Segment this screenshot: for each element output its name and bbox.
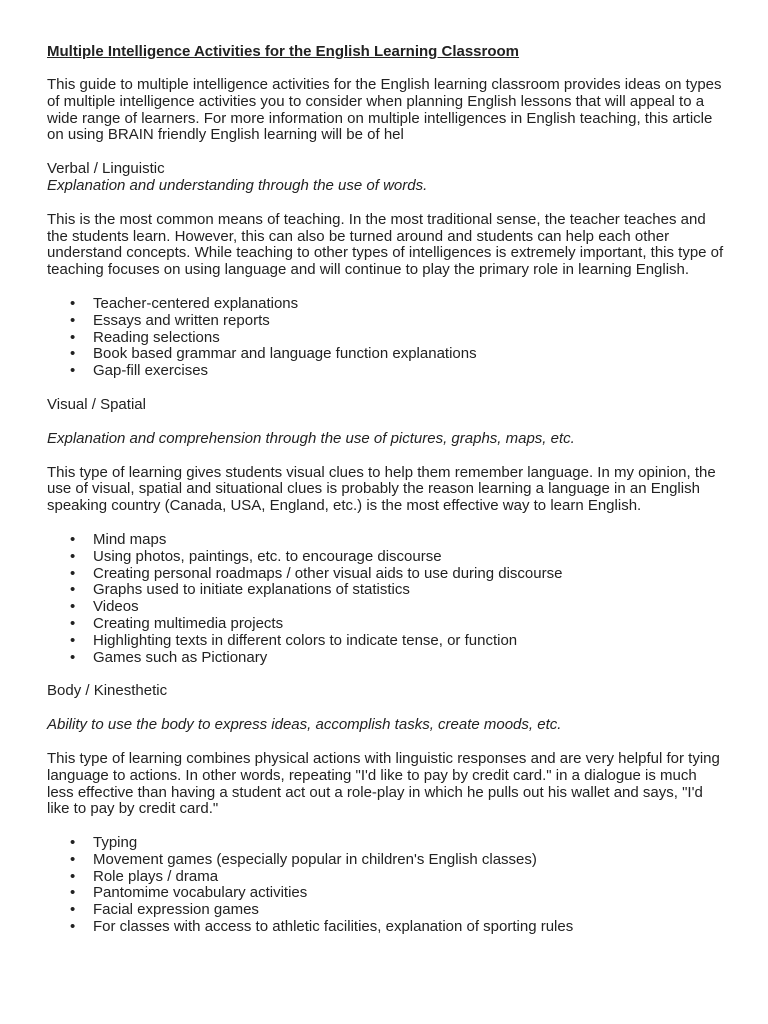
- list-item: • Gap-fill exercises: [93, 363, 727, 380]
- list-item: • Essays and written reports: [93, 313, 727, 330]
- section-subheading: Explanation and comprehension through the use of pictures, graphs, maps, etc.: [47, 429, 575, 447]
- list-item: • Pantomime vocabulary activities: [93, 885, 727, 902]
- list-item: • Reading selections: [93, 330, 727, 347]
- list-item: • Movement games (especially popular in children's English classes): [93, 852, 727, 869]
- document-page: [47, 43, 727, 953]
- list-item: • Teacher-centered explanations: [93, 296, 727, 313]
- section-body: This type of learning combines physical actions with linguistic responses and are very helpful for tying language to actions. In other words, repeating "I'd like to pay by credit card." in a dialogue is much less effective than having a student act out a role-play in which he pulls out his wallet and says, "I'd like to pay by credit card.": [47, 749, 720, 818]
- section-body-kinesthetic: [47, 683, 727, 936]
- section-body: This is the most common means of teaching. In the most traditional sense, the teacher teaches and the students learn. However, this can also be turned around and students can help each other understand concepts. While teaching to other types of intelligences is extremely important, this type of teaching focuses on using language and will continue to play the primary role in learning English.: [47, 210, 724, 279]
- list-item: • Graphs used to initiate explanations of statistics: [93, 582, 727, 599]
- list-item: • Book based grammar and language function explanations: [93, 346, 727, 363]
- list-item: • Facial expression games: [93, 902, 727, 919]
- section-body: This type of learning gives students visual clues to help them remember language. In my opinion, the use of visual, spatial and situational clues is probably the reason learning a language in an English speaking country (Canada, USA, England, etc.) is the most effective way to learn English.: [47, 463, 716, 515]
- section-heading: Body / Kinesthetic: [47, 682, 168, 700]
- intro-paragraph: This guide to multiple intelligence activities for the English learning classroom provides ideas on types of multiple intelligence activities you to consider when planning English lessons that will appeal to a wide range of learners. For more information on multiple intelligences in English teaching, this article on using BRAIN friendly English learning will be of hel: [47, 76, 722, 144]
- section-verbal-linguistic: [47, 161, 727, 380]
- list-item: • Role plays / drama: [93, 869, 727, 886]
- section-heading: Verbal / Linguistic: [47, 160, 165, 178]
- section-heading: Visual / Spatial: [47, 395, 146, 413]
- document-title: Multiple Intelligence Activities for the English Learning Classroom: [47, 43, 520, 60]
- list-item: • Mind maps: [93, 532, 727, 549]
- list-item: • Typing: [93, 835, 727, 852]
- list-item: • Games such as Pictionary: [93, 650, 727, 667]
- section-subheading: Explanation and understanding through the use of words.: [47, 176, 428, 194]
- list-item: • Using photos, paintings, etc. to encourage discourse: [93, 549, 727, 566]
- section-visual-spatial: [47, 397, 727, 666]
- list-item: • For classes with access to athletic facilities, explanation of sporting rules: [93, 919, 727, 936]
- list-item: • Creating multimedia projects: [93, 616, 727, 633]
- list-item: • Highlighting texts in different colors to indicate tense, or function: [93, 633, 727, 650]
- activity-list: [47, 835, 727, 936]
- section-subheading: Ability to use the body to express ideas, accomplish tasks, create moods, etc.: [47, 716, 562, 734]
- activity-list: [47, 532, 727, 666]
- activity-list: [47, 296, 727, 380]
- list-item: • Creating personal roadmaps / other visual aids to use during discourse: [93, 566, 727, 583]
- list-item: • Videos: [93, 599, 727, 616]
